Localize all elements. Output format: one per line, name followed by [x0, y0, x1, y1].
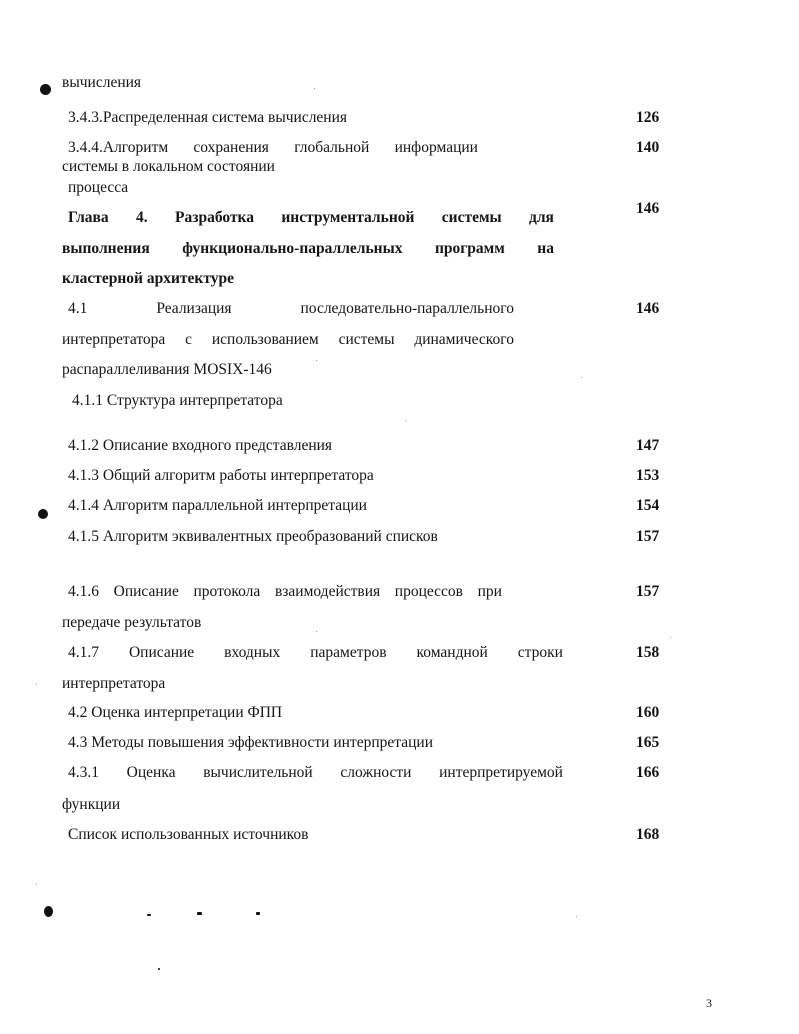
toc-entry-4-2-page: 160: [636, 704, 660, 721]
toc-entry-4-1-6-page: 157: [636, 583, 660, 600]
toc-chapter-4-page: 146: [636, 200, 660, 217]
dust-speck: [581, 377, 582, 378]
toc-entry-4-1-5-title: 4.1.5 Алгоритм эквивалентных преобразований списков: [68, 528, 438, 545]
toc-entry-4-1-line1: 4.1 Реализация последовательно-параллельного: [68, 300, 514, 317]
dust-speck: [36, 684, 37, 685]
toc-entry-4-1-5-page: 157: [636, 528, 660, 545]
hole-punch-mark: [40, 84, 51, 95]
dust-speck: [316, 360, 317, 361]
toc-references-title: Список использованных источников: [68, 826, 309, 843]
toc-entry-3-4-3-title: 3.4.3.Распределенная система вычисления: [68, 109, 348, 126]
ink-speck: [147, 914, 151, 916]
dust-speck: [314, 88, 315, 89]
toc-entry-3-4-4-line2: системы в локальном состоянии: [62, 158, 275, 175]
toc-entry-4-1-6-line1: 4.1.6 Описание протокола взаимодействия процессов при: [68, 583, 502, 600]
toc-references-page: 168: [636, 826, 660, 843]
hole-punch-mark: [44, 906, 53, 917]
toc-entry-4-2-title: 4.2 Оценка интерпретации ФПП: [68, 704, 283, 721]
dust-speck: [405, 420, 406, 421]
dust-speck: [576, 916, 577, 917]
ink-speck: [158, 968, 160, 970]
toc-entry-4-1-2-page: 147: [636, 437, 660, 454]
toc-entry-4-3-1-page: 166: [636, 764, 660, 781]
toc-entry-4-1-7-line2: интерпретатора: [62, 675, 166, 692]
dust-speck: [36, 884, 37, 885]
ink-speck: [197, 912, 202, 915]
toc-entry-4-3-page: 165: [636, 734, 660, 751]
toc-entry-4-3-title: 4.3 Методы повышения эффективности интерпретации: [68, 734, 433, 751]
toc-entry-3-4-4-page: 140: [636, 139, 660, 156]
dust-speck: [316, 631, 317, 632]
toc-entry-4-1-line2: интерпретатора с использованием системы динамического: [62, 331, 514, 348]
toc-entry-3-4-4-line3: процесса: [68, 179, 129, 196]
toc-continuation-line: вычисления: [62, 74, 142, 91]
page-number: 3: [706, 996, 712, 1010]
toc-entry-4-1-4-page: 154: [636, 497, 660, 514]
toc-entry-4-3-1-line2: функции: [62, 796, 121, 813]
toc-chapter-4-line1: Глава 4. Разработка инструментальной системы для: [68, 209, 554, 226]
toc-entry-4-1-line3: распараллеливания MOSIX-146: [62, 361, 272, 378]
toc-entry-4-1-7-page: 158: [636, 644, 660, 661]
toc-chapter-4-line2: выполнения функционально-параллельных программ на: [62, 240, 554, 257]
toc-entry-4-1-page: 146: [636, 300, 660, 317]
toc-entry-4-1-2-title: 4.1.2 Описание входного представления: [68, 437, 333, 454]
toc-entry-4-1-1-title: 4.1.1 Структура интерпретатора: [72, 392, 283, 409]
ink-blot: [38, 509, 48, 519]
toc-entry-4-1-7-line1: 4.1.7 Описание входных параметров командной строки: [68, 644, 563, 661]
toc-entry-4-1-4-title: 4.1.4 Алгоритм параллельной интерпретации: [68, 497, 367, 514]
dust-speck: [670, 637, 671, 638]
toc-entry-3-4-3-page: 126: [636, 109, 660, 126]
toc-entry-4-3-1-line1: 4.3.1 Оценка вычислительной сложности интерпретируемой: [68, 764, 563, 781]
ink-speck: [256, 912, 260, 915]
toc-chapter-4-line3: кластерной архитектуре: [62, 270, 234, 287]
toc-entry-4-1-6-line2: передаче результатов: [62, 614, 202, 631]
toc-entry-4-1-3-page: 153: [636, 467, 660, 484]
toc-entry-4-1-3-title: 4.1.3 Общий алгоритм работы интерпретатора: [68, 467, 374, 484]
toc-entry-3-4-4-line1: 3.4.4.Алгоритм сохранения глобальной информации: [68, 139, 478, 156]
